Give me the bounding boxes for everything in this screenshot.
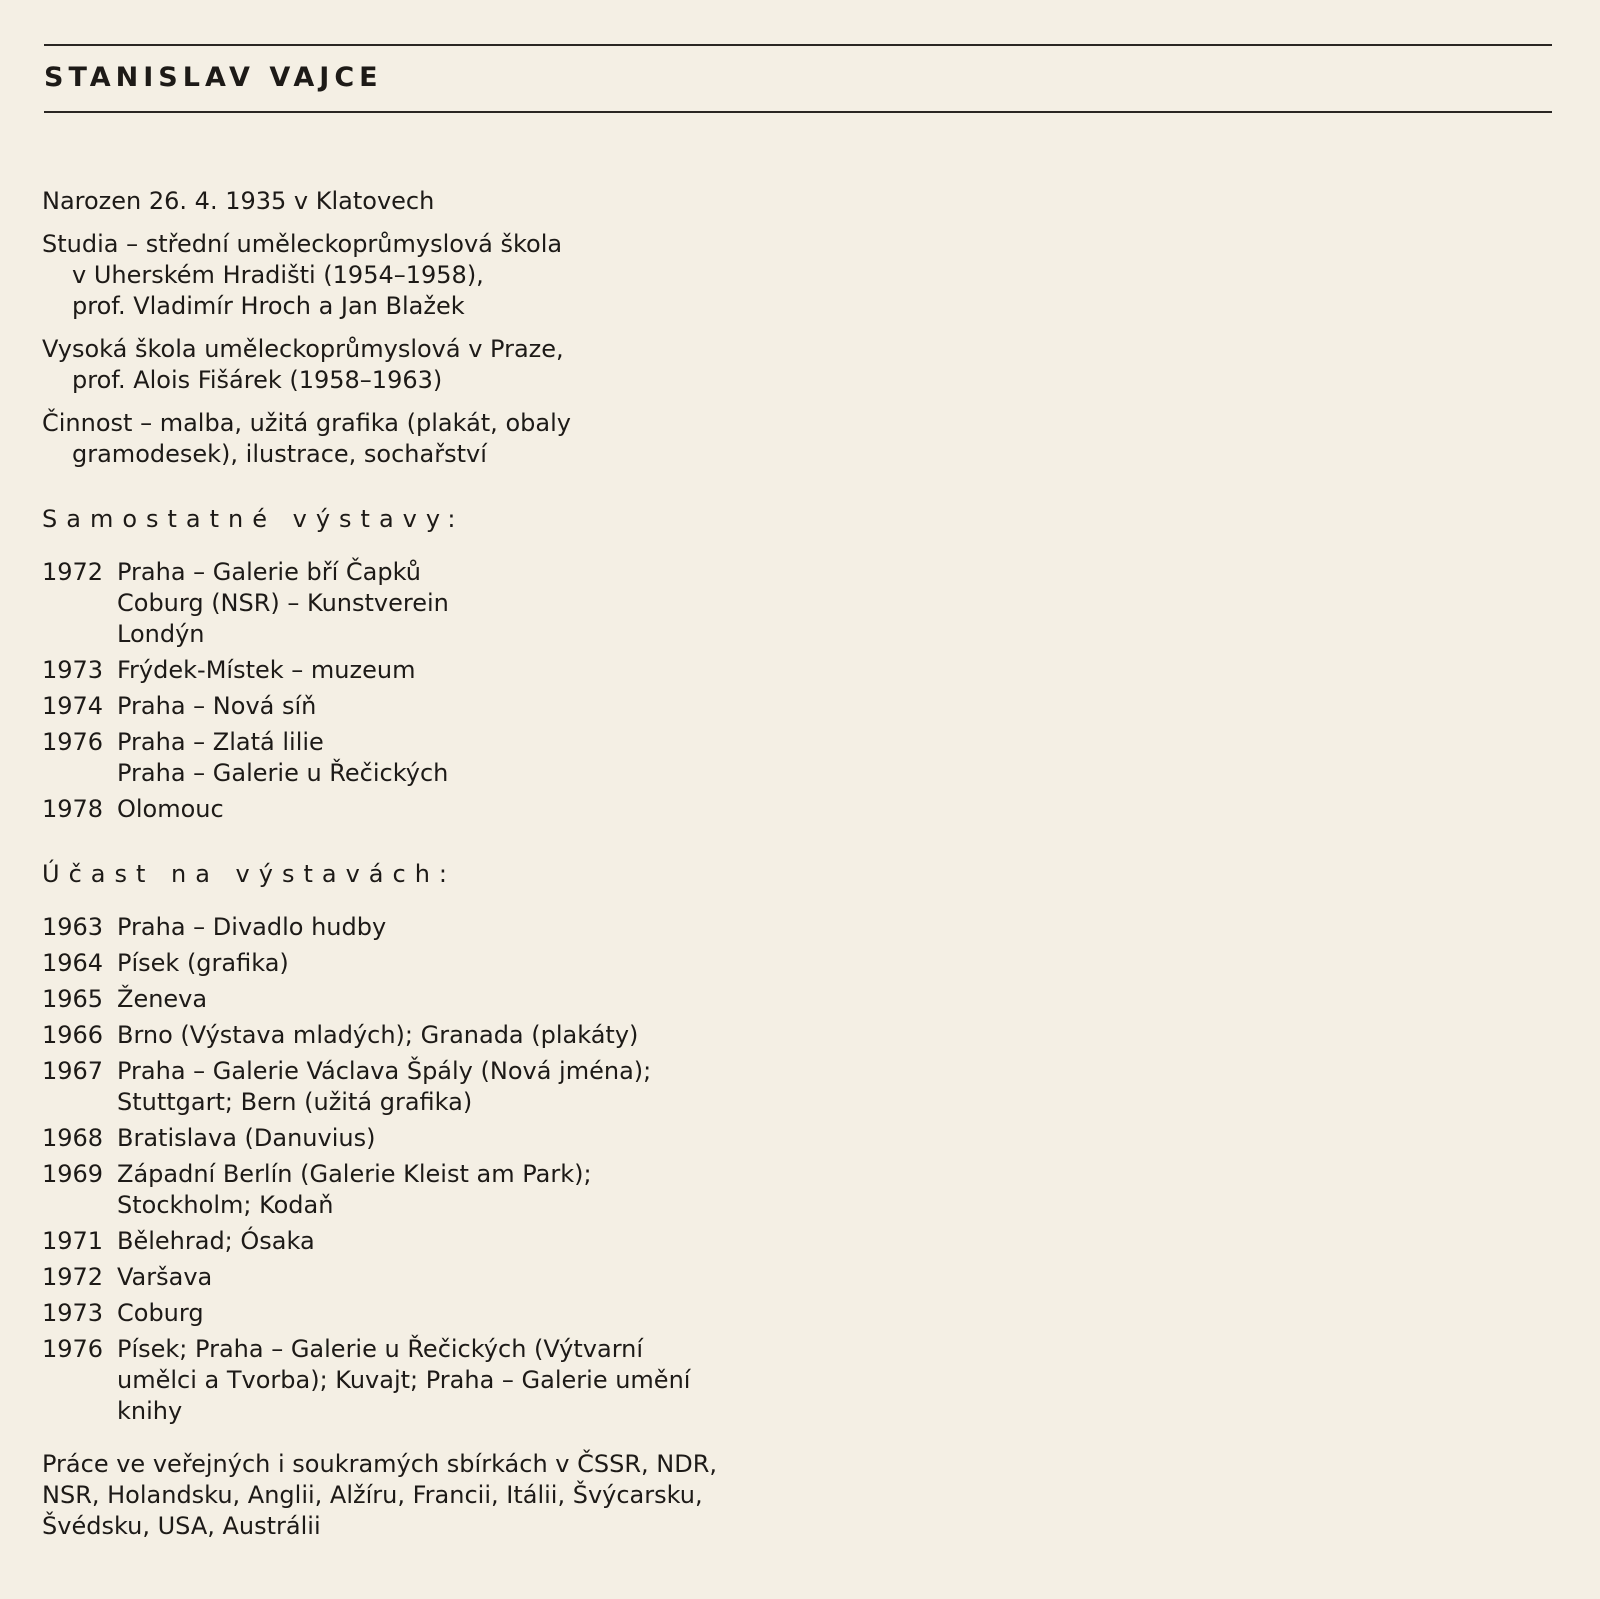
solo-exhibitions-list	[42, 557, 802, 825]
exhibition-entry	[42, 1123, 802, 1154]
exhibition-details	[117, 1298, 802, 1329]
exhibition-entry	[42, 1056, 802, 1118]
exhibition-line: Frýdek-Místek – muzeum	[117, 656, 416, 684]
group-exhibitions-heading: Účast na výstavách:	[42, 860, 456, 888]
exhibition-entry	[42, 912, 802, 943]
exhibition-line: Západní Berlín (Galerie Kleist am Park);	[117, 1160, 592, 1188]
studies-line: prof. Vladimír Hroch a Jan Blažek	[72, 292, 465, 320]
exhibition-line: Praha – Galerie bří Čapků	[117, 558, 421, 586]
exhibition-year: 1964	[42, 949, 104, 977]
exhibition-entry	[42, 794, 802, 825]
exhibition-entry	[42, 1020, 802, 1051]
exhibition-details	[117, 912, 802, 943]
exhibition-year: 1966	[42, 1021, 104, 1049]
exhibition-line: Praha – Divadlo hudby	[117, 913, 387, 941]
exhibition-entry	[42, 557, 802, 650]
top-rule	[44, 44, 1552, 46]
exhibition-line: Londýn	[117, 620, 205, 648]
studies-line: Vysoká škola uměleckoprůmyslová v Praze,	[42, 335, 564, 363]
studies-line: prof. Alois Fišárek (1958–1963)	[72, 366, 443, 394]
artist-name-title: STANISLAV VAJCE	[44, 62, 383, 93]
activity-line: Činnost – malba, užitá grafika (plakát, obaly	[42, 409, 571, 437]
biography-content	[42, 186, 802, 1554]
activity-info	[42, 408, 802, 470]
bottom-rule	[44, 111, 1552, 113]
studies-line: Studia – střední uměleckoprůmyslová škola	[42, 230, 563, 258]
exhibition-details	[117, 1262, 802, 1293]
exhibition-line: Praha – Galerie u Řečických	[117, 759, 449, 787]
exhibition-line: Písek (grafika)	[117, 949, 289, 977]
exhibition-details	[117, 1226, 802, 1257]
exhibition-line: Brno (Výstava mladých); Granada (plakáty)	[117, 1021, 639, 1049]
exhibition-entry	[42, 1226, 802, 1257]
exhibition-year: 1976	[42, 728, 104, 756]
exhibition-details	[117, 727, 802, 789]
exhibition-line: Ženeva	[117, 985, 208, 1013]
exhibition-year: 1976	[42, 1335, 104, 1363]
exhibition-year: 1978	[42, 795, 104, 823]
exhibition-line: Olomouc	[117, 795, 224, 823]
exhibition-line: Písek; Praha – Galerie u Řečických (Výtvarní	[117, 1335, 644, 1363]
exhibition-year: 1972	[42, 558, 104, 586]
exhibition-line: Bělehrad; Ósaka	[117, 1227, 315, 1255]
exhibition-line: Praha – Galerie Václava Špály (Nová jména);	[117, 1057, 652, 1085]
exhibition-year: 1965	[42, 985, 104, 1013]
exhibition-line: Bratislava (Danuvius)	[117, 1124, 376, 1152]
studies-line: v Uherském Hradišti (1954–1958),	[72, 261, 484, 289]
exhibition-details	[117, 1020, 802, 1051]
exhibition-year: 1967	[42, 1057, 104, 1085]
exhibition-entry	[42, 984, 802, 1015]
exhibition-entry	[42, 1298, 802, 1329]
exhibition-details	[117, 557, 802, 650]
exhibition-line: Praha – Nová síň	[117, 692, 317, 720]
exhibition-entry	[42, 655, 802, 686]
exhibition-year: 1973	[42, 1299, 104, 1327]
exhibition-entry	[42, 727, 802, 789]
exhibition-line: Coburg	[117, 1299, 204, 1327]
exhibition-details	[117, 794, 802, 825]
exhibition-details	[117, 1159, 802, 1221]
exhibition-year: 1973	[42, 656, 104, 684]
solo-exhibitions-heading: Samostatné výstavy:	[42, 505, 465, 533]
exhibition-year: 1968	[42, 1124, 104, 1152]
activity-line: gramodesek), ilustrace, sochařství	[72, 440, 487, 468]
exhibition-details	[117, 691, 802, 722]
studies-university	[42, 334, 802, 396]
exhibition-year: 1969	[42, 1160, 104, 1188]
exhibition-line: knihy	[117, 1397, 183, 1425]
exhibition-entry	[42, 1262, 802, 1293]
exhibition-details	[117, 948, 802, 979]
exhibition-year: 1963	[42, 913, 104, 941]
exhibition-year: 1971	[42, 1227, 104, 1255]
exhibition-line: Stockholm; Kodaň	[117, 1191, 334, 1219]
studies-secondary	[42, 229, 802, 322]
exhibition-year: 1974	[42, 692, 104, 720]
exhibition-details	[117, 1056, 802, 1118]
birth-info: Narozen 26. 4. 1935 v Klatovech	[42, 187, 435, 215]
exhibition-line: Praha – Zlatá lilie	[117, 728, 324, 756]
collections-info: Práce ve veřejných i soukramých sbírkách v ČSSR, NDR, NSR, Holandsku, Anglii, Alžíru, Francii, Itálii, Švýcarsku, Švédsku, USA, Austrálii	[42, 1450, 718, 1540]
exhibition-line: umělci a Tvorba); Kuvajt; Praha – Galerie umění	[117, 1366, 691, 1394]
exhibition-details	[117, 655, 802, 686]
exhibition-details	[117, 984, 802, 1015]
exhibition-details	[117, 1123, 802, 1154]
exhibition-entry	[42, 691, 802, 722]
exhibition-year: 1972	[42, 1263, 104, 1291]
exhibition-line: Coburg (NSR) – Kunstverein	[117, 589, 449, 617]
exhibition-entry	[42, 1159, 802, 1221]
exhibition-entry	[42, 1334, 802, 1427]
exhibition-details	[117, 1334, 802, 1427]
group-exhibitions-list	[42, 912, 802, 1427]
exhibition-line: Varšava	[117, 1263, 213, 1291]
exhibition-line: Stuttgart; Bern (užitá grafika)	[117, 1088, 473, 1116]
exhibition-entry	[42, 948, 802, 979]
